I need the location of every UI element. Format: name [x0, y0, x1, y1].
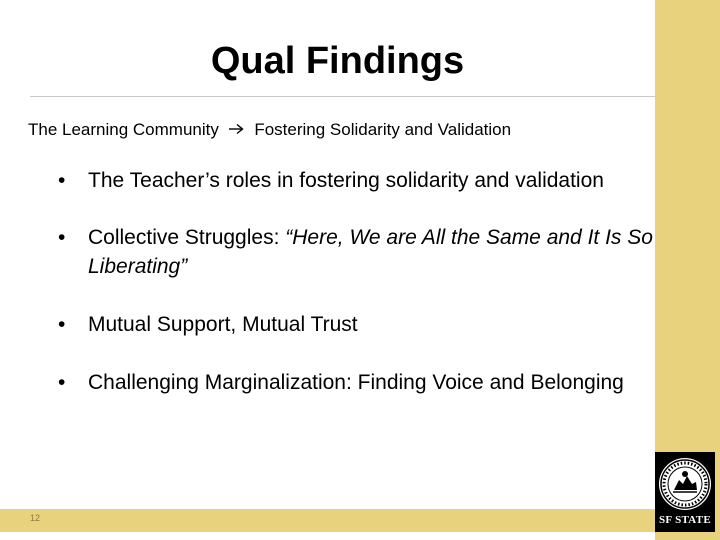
subtitle-left: The Learning Community — [28, 120, 219, 139]
bottom-accent-bar — [0, 509, 655, 532]
bullet-glyph: • — [58, 313, 66, 336]
bullet-list — [58, 166, 658, 397]
bullet-item — [58, 368, 658, 397]
bullet-item — [58, 223, 658, 281]
subtitle-right: Fostering Solidarity and Validation — [254, 120, 512, 139]
bullet-text: The Teacher’s roles in fostering solidarity and validation — [88, 169, 604, 192]
right-arrow-icon — [228, 123, 244, 135]
bullet-quote: “Here, We are All the Same and It Is So Liberating” — [88, 226, 653, 278]
bullet-item — [58, 310, 658, 339]
logo-text: SF STATE — [658, 514, 712, 526]
page-number: 12 — [30, 513, 41, 523]
slide-title: Qual Findings — [210, 40, 465, 82]
title-divider — [30, 96, 655, 97]
sf-state-logo — [655, 452, 715, 532]
bullet-text: Mutual Support, Mutual Trust — [88, 313, 358, 336]
university-seal-icon — [657, 456, 713, 512]
slide-subtitle — [28, 120, 511, 140]
bullet-glyph: • — [58, 226, 66, 249]
bullet-glyph: • — [58, 371, 66, 394]
bullet-text: Challenging Marginalization: Finding Voice and Belonging — [88, 371, 624, 394]
bullet-glyph: • — [58, 169, 66, 192]
bullet-item — [58, 166, 658, 195]
bullet-text: Collective Struggles: — [88, 226, 286, 249]
